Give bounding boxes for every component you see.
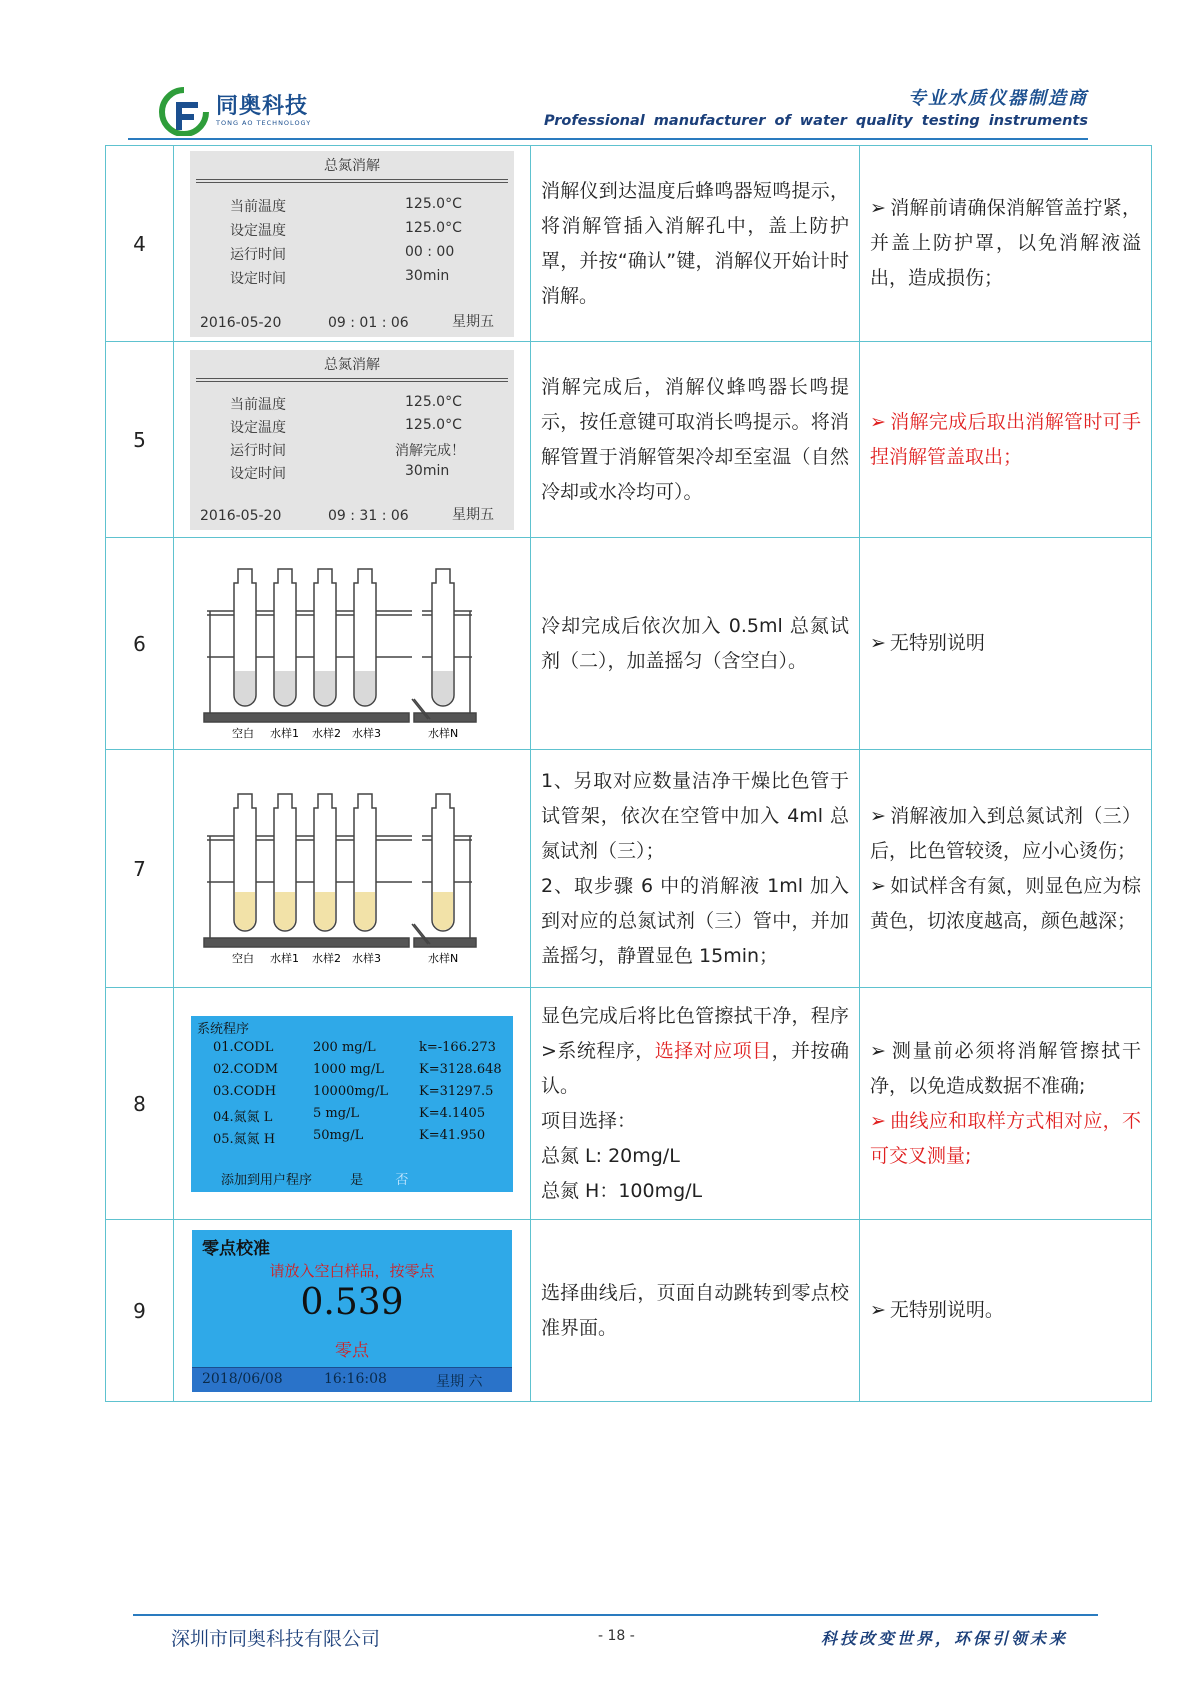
arrow-bullet-icon: ➢	[870, 632, 886, 654]
step-image-cell	[174, 342, 531, 538]
screen-row: 设定时间 30min	[230, 267, 450, 287]
screen-row: 运行时间 00 : 00	[230, 243, 455, 263]
table-row	[106, 146, 1152, 342]
tube-label: 水样2	[312, 951, 341, 964]
screen-status-bar	[192, 1367, 512, 1392]
screen-footer	[221, 1169, 408, 1188]
step-note: ➢ 消解完成后取出消解管时可手捏消解管盖取出；	[860, 342, 1152, 538]
step-note	[860, 750, 1152, 988]
step-image-cell	[174, 538, 531, 750]
screen-date: 2016-05-20	[200, 507, 282, 524]
step-note: ➢ 消解前请确保消解管盖拧紧，并盖上防护罩，以免消解液溢出，造成损伤；	[860, 146, 1152, 342]
screen-time: 09 : 31 : 06	[328, 507, 409, 524]
step-description: 冷却完成后依次加入 0.5ml 总氮试剂（二），加盖摇匀（含空白）。	[531, 538, 860, 750]
screen-divider	[196, 378, 508, 382]
company-name: 深圳市同奥科技有限公司	[171, 1628, 381, 1650]
step-note	[860, 988, 1152, 1220]
logo-icon	[158, 86, 210, 136]
step-image-cell	[174, 1220, 531, 1402]
tube-label: 空白	[232, 726, 254, 739]
highlight-text: 选择对应项目	[654, 1039, 772, 1062]
page-number: - 18 -	[598, 1628, 635, 1644]
footer-divider	[133, 1614, 1098, 1616]
step-number: 6	[106, 538, 174, 750]
tube-label: 水样3	[352, 726, 381, 739]
digestion-screen	[190, 350, 514, 530]
arrow-bullet-icon: ➢	[870, 1299, 886, 1321]
note-item: ➢ 消解液加入到总氮试剂（三）后，比色管较烫，应小心烫伤；	[870, 804, 1141, 862]
program-list-item: 02.CODM 1000 mg/L K=3128.648	[213, 1061, 502, 1077]
tube-label: 水样1	[270, 726, 299, 739]
table-row	[106, 750, 1152, 988]
arrow-bullet-icon: ➢	[870, 1109, 886, 1132]
description-paragraph: 2、取步骤 6 中的消解液 1ml 加入到对应的总氮试剂（三）管中，并加盖摇匀，静置显色 15min；	[541, 874, 849, 967]
step-image-cell	[174, 988, 531, 1220]
arrow-bullet-icon: ➢	[870, 874, 886, 897]
screen-date: 2016-05-20	[200, 314, 282, 331]
screen-weekday: 星期五	[452, 313, 494, 330]
table-row	[106, 342, 1152, 538]
header-slogan-cn: 专业水质仪器制造商	[908, 88, 1088, 109]
screen-title: 总氮消解	[324, 356, 380, 373]
tube-label: 水样N	[428, 726, 459, 739]
step-number: 4	[106, 146, 174, 342]
note-item: ➢ 曲线应和取样方式相对应，不可交叉测量;	[870, 1109, 1141, 1167]
step-description: 消解完成后，消解仪蜂鸣器长鸣提示，按任意键可取消长鸣提示。将消解管置于消解管架冷却至室温（自然冷却或水冷均可）。	[531, 342, 860, 538]
screen-date: 2018/06/08	[202, 1370, 283, 1387]
step-number: 7	[106, 750, 174, 988]
screen-title: 系统程序	[197, 1021, 250, 1037]
option-no: 否	[395, 1172, 409, 1188]
step-image-cell	[174, 750, 531, 988]
screen-title: 总氮消解	[324, 157, 380, 174]
tube-label: 空白	[232, 951, 254, 964]
table-row	[106, 988, 1152, 1220]
screen-divider	[196, 179, 508, 183]
note-item: ➢ 如试样含有氮，则显色应为棕黄色，切浓度越高，颜色越深；	[870, 874, 1141, 932]
tube-label: 水样3	[352, 951, 381, 964]
screen-title: 零点校准	[202, 1238, 270, 1259]
test-tube-rack-drawing	[202, 774, 502, 964]
screen-hint: 请放入空白样品，按零点	[269, 1261, 435, 1280]
logo-name: 同奥科技	[216, 94, 309, 119]
program-list-item: 05.氮氮 H 50mg/L K=41.950	[213, 1127, 486, 1147]
page-header	[128, 80, 1088, 140]
header-divider	[128, 138, 1088, 140]
zero-label: 零点	[335, 1340, 369, 1361]
procedure-table	[105, 145, 1152, 1402]
screen-row: 设定温度 125.0°C	[230, 416, 462, 436]
program-list-item: 04.氮氮 L 5 mg/L K=4.1405	[213, 1105, 486, 1125]
test-tube-rack-drawing	[202, 549, 502, 739]
step-description: 选择曲线后，页面自动跳转到零点校准界面。	[531, 1220, 860, 1402]
company-motto: 科技改变世界，环保引领未来	[820, 1629, 1068, 1648]
step-description: 消解仪到达温度后蜂鸣器短鸣提示，将消解管插入消解孔中，盖上防护罩，并按“确认”键，消解仪开始计时消解。	[531, 146, 860, 342]
arrow-bullet-icon: ➢	[870, 1039, 886, 1062]
step-number: 8	[106, 988, 174, 1220]
digestion-screen	[190, 151, 514, 337]
step-note: ➢ 无特别说明	[860, 538, 1152, 750]
screen-row: 设定温度 125.0°C	[230, 219, 462, 239]
program-list-item: 01.CODL 200 mg/L k=-166.273	[213, 1039, 496, 1055]
option-yes: 是	[350, 1172, 364, 1188]
note-item: ➢ 测量前必须将消解管擦拭干净，以免造成数据不准确;	[870, 1039, 1141, 1097]
page-footer	[133, 1624, 1098, 1654]
description-paragraph: 1、另取对应数量洁净干燥比色管于试管架，依次在空管中加入 4ml 总氮试剂（三）；	[541, 769, 849, 862]
step-number: 5	[106, 342, 174, 538]
screen-weekday: 星期五	[452, 506, 494, 523]
table-row	[106, 538, 1152, 750]
step-note: ➢ 无特别说明。	[860, 1220, 1152, 1402]
zero-calibration-screen	[192, 1230, 512, 1392]
step-description	[531, 750, 860, 988]
step-number: 9	[106, 1220, 174, 1402]
program-list-item: 03.CODH 10000mg/L K=31297.5	[213, 1083, 494, 1099]
screen-weekday: 星期 六	[436, 1373, 483, 1390]
company-logo	[158, 86, 311, 136]
table-row	[106, 1220, 1152, 1402]
step-description: 显色完成后将比色管擦拭干净，程序>系统程序，选择对应项目，并按确认。 项目选择： 总氮 L: 20mg/L 总氮 H：100mg/L	[531, 988, 860, 1220]
screen-row: 设定时间 30min	[230, 462, 450, 482]
screen-row: 运行时间 消解完成！	[230, 442, 465, 459]
screen-row: 当前温度 125.0°C	[230, 195, 462, 215]
program-select-screen	[191, 1016, 513, 1192]
absorbance-value: 0.539	[300, 1281, 404, 1323]
tube-label: 水样N	[428, 951, 459, 964]
screen-row: 当前温度 125.0°C	[230, 393, 462, 413]
arrow-bullet-icon: ➢	[870, 410, 886, 433]
screen-time: 16:16:08	[324, 1370, 387, 1387]
screen-time: 09 : 01 : 06	[328, 314, 409, 331]
logo-subtitle: TONG AO TECHNOLOGY	[216, 119, 312, 127]
tube-label: 水样2	[312, 726, 341, 739]
step-image-cell	[174, 146, 531, 342]
header-slogan-en: Professional manufacturer of water quality testing instruments	[544, 113, 1088, 129]
add-user-program-label: 添加到用户程序	[221, 1172, 313, 1188]
arrow-bullet-icon: ➢	[870, 197, 886, 219]
arrow-bullet-icon: ➢	[870, 804, 886, 827]
tube-label: 水样1	[270, 951, 299, 964]
